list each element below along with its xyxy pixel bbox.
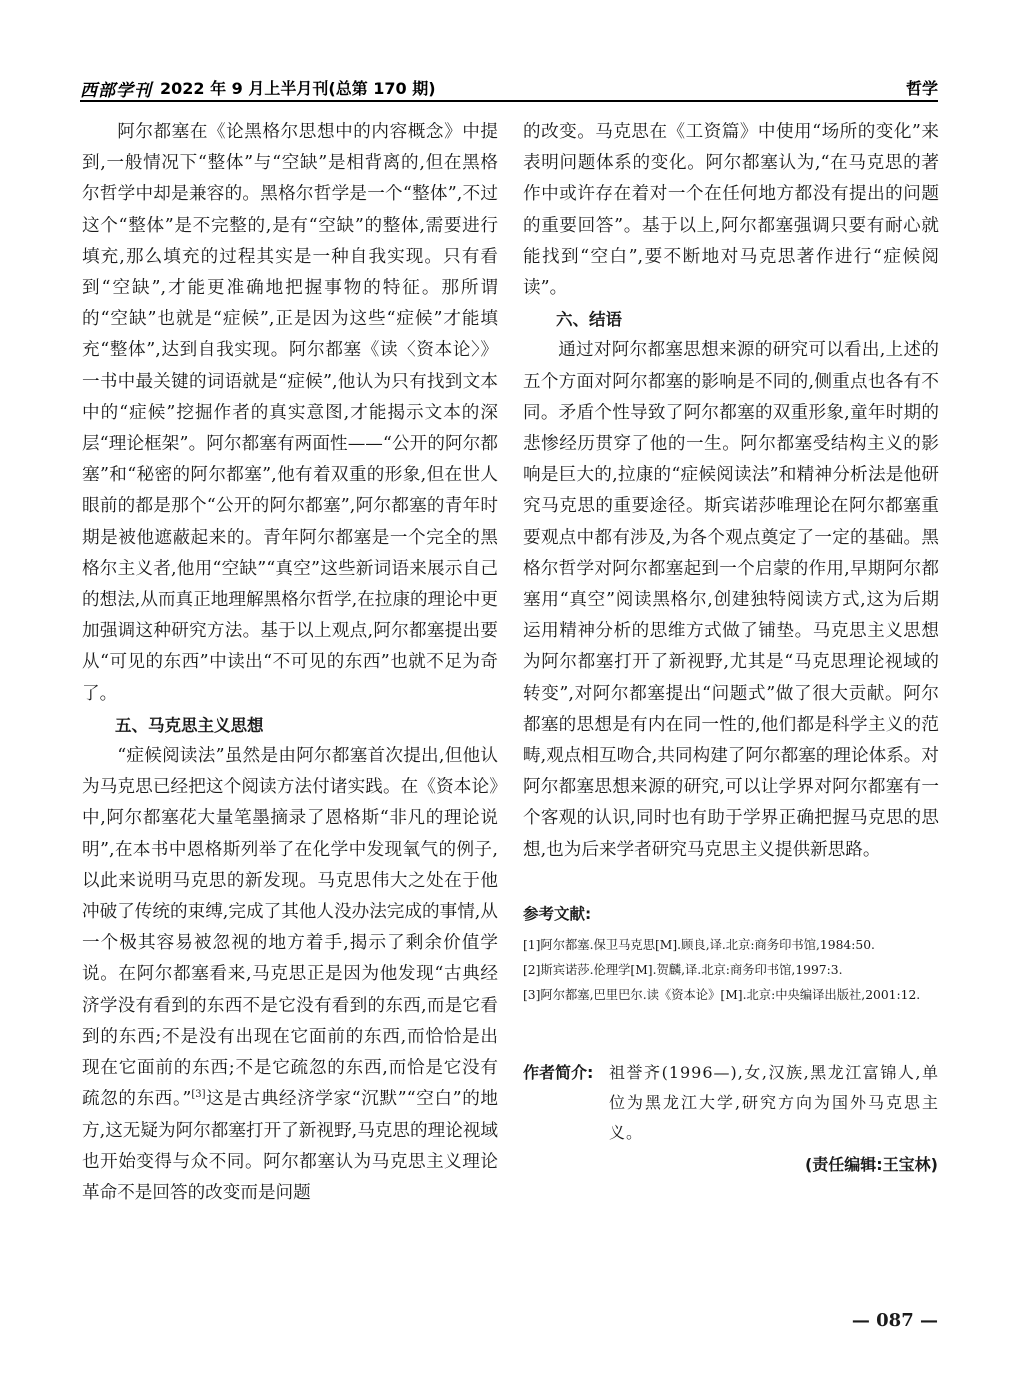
paragraph-continued: 的改变。马克思在《工资篇》中使用“场所的变化”来表明问题体系的变化。阿尔都塞认为,“在马克思的著作中或许存在着对一个在任何地方都没有提出的问题的重要回答”。基于以上,阿尔都塞强调只要有耐心就能找到“空白”,要不断地对马克思著作进行“症候阅读”。 bbox=[523, 122, 939, 299]
paragraph-marxism-text-2: 这是古典经济学家“沉默”“空白”的地方,这无疑为阿尔都塞打开了新视野,马克思的理论视域也开始变得与众不同。阿尔都塞认为马克思主义理论革命不是回答的改变而是问题 bbox=[82, 1089, 498, 1203]
journal-logo: 西部学刊 bbox=[80, 81, 152, 101]
references-title: 参考文献: bbox=[523, 905, 592, 923]
author-bio bbox=[523, 1058, 939, 1148]
responsible-editor: (责任编辑:王宝林) bbox=[804, 1155, 938, 1174]
header-rule bbox=[80, 100, 938, 102]
reference-item: [1]阿尔都塞.保卫马克思[M].顾良,译.北京:商务印书馆,1984:50. bbox=[523, 938, 875, 952]
paragraph-hegel: 阿尔都塞在《论黑格尔思想中的内容概念》中提到,一般情况下“整体”与“空缺”是相背离的,但在黑格尔哲学中却是兼容的。黑格尔哲学是一个“整体”,不过这个“整体”是不完整的,是有“空缺”的整体,需要进行填充,那么填充的过程其实是一种自我实现。只有看到“空缺”,才能更准确地把握事物的特征。那所谓的“空缺”也就是“症候”,正是因为这些“症候”才能填充“整体”,达到自我实现。阿尔都塞《读〈资本论〉》一书中最关键的词语就是“症候”,他认为只有找到文本中的“症候”挖掘作者的真实意图,才能揭示文本的深层“理论框架”。阿尔都塞有两面性——“公开的阿尔都塞”和“秘密的阿尔都塞”,他有着双重的形象,但在世人眼前的都是那个“公开的阿尔都塞”,阿尔都塞的青年时期是被他遮蔽起来的。青年阿尔都塞是一个完全的黑格尔主义者,他用“空缺”“真空”这些新词语来展示自己的想法,从而真正地理解黑格尔哲学,在拉康的理论中更加强调这种研究方法。基于以上观点,阿尔都塞提出要从“可见的东西”中读出“不可见的东西”也就不足为奇了。 bbox=[82, 122, 498, 704]
reference-item: [3]阿尔都塞,巴里巴尔.读《资本论》[M].北京:中央编译出版社,2001:12. bbox=[523, 988, 921, 1002]
section-heading-5: 五、马克思主义思想 bbox=[115, 715, 264, 735]
citation-marker: [3] bbox=[191, 1089, 206, 1101]
right-column bbox=[523, 117, 939, 866]
paragraph-conclusion: 通过对阿尔都塞思想来源的研究可以看出,上述的五个方面对阿尔都塞的影响是不同的,侧重点也各有不同。矛盾个性导致了阿尔都塞的双重形象,童年时期的悲惨经历贯穿了他的一生。阿尔都塞受结构主义的影响是巨大的,拉康的“症候阅读法”和精神分析法是他研究马克思的重要途径。斯宾诺莎唯理论在阿尔都塞重要观点中都有涉及,为各个观点奠定了一定的基础。黑格尔哲学对阿尔都塞起到一个启蒙的作用,早期阿尔都塞用“真空”阅读黑格尔,创建独特阅读方式,这为后期运用精神分析的思维方式做了铺垫。马克思主义思想为阿尔都塞打开了新视野,尤其是“马克思理论视域的转变”,对阿尔都塞提出“问题式”做了很大贡献。阿尔都塞的思想是有内在同一性的,他们都是科学主义的范畴,观点相互吻合,共同构建了阿尔都塞的理论体系。对阿尔都塞思想来源的研究,可以让学界对阿尔都塞有一个客观的认识,同时也有助于学界正确把握马克思的思想,也为后来学者研究马克思主义提供新思路。 bbox=[523, 340, 939, 860]
paragraph-marxism bbox=[82, 741, 498, 1209]
section-heading-6: 六、结语 bbox=[556, 310, 622, 330]
running-header bbox=[80, 74, 938, 100]
journal-issue: 2022 年 9 月上半月刊(总第 170 期) bbox=[160, 79, 436, 98]
reference-item: [2]斯宾诺莎.伦理学[M].贺麟,译.北京:商务印书馆,1997:3. bbox=[523, 963, 843, 977]
section-name: 哲学 bbox=[905, 79, 938, 98]
author-bio-label: 作者简介: bbox=[523, 1063, 594, 1082]
author-bio-text: 祖誉齐(1996—),女,汉族,黑龙江富锦人,单位为黑龙江大学,研究方向为国外马克思主义。 bbox=[609, 1063, 939, 1142]
paragraph-marxism-text-1: “症候阅读法”虽然是由阿尔都塞首次提出,但他认为马克思已经把这个阅读方法付诸实践。在《资本论》中,阿尔都塞花大量笔墨摘录了恩格斯“非凡的理论说明”,在本书中恩格斯列举了在化学中发现氧气的例子,以此来说明马克思的新发现。马克思伟大之处在于他冲破了传统的束缚,完成了其他人没办法完成的事情,从一个极其容易被忽视的地方着手,揭示了剩余价值学说。在阿尔都塞看来,马克思正是因为他发现“古典经济学没有看到的东西不是它没有看到的东西,而是它看到的东西;不是没有出现在它面前的东西,而恰恰是出现在它面前的东西;不是它疏忽的东西,而恰是它没有疏忽的东西。” bbox=[82, 746, 498, 1110]
left-column bbox=[82, 117, 498, 1209]
references-list bbox=[523, 933, 939, 1008]
page-number: — 087 — bbox=[851, 1310, 938, 1331]
